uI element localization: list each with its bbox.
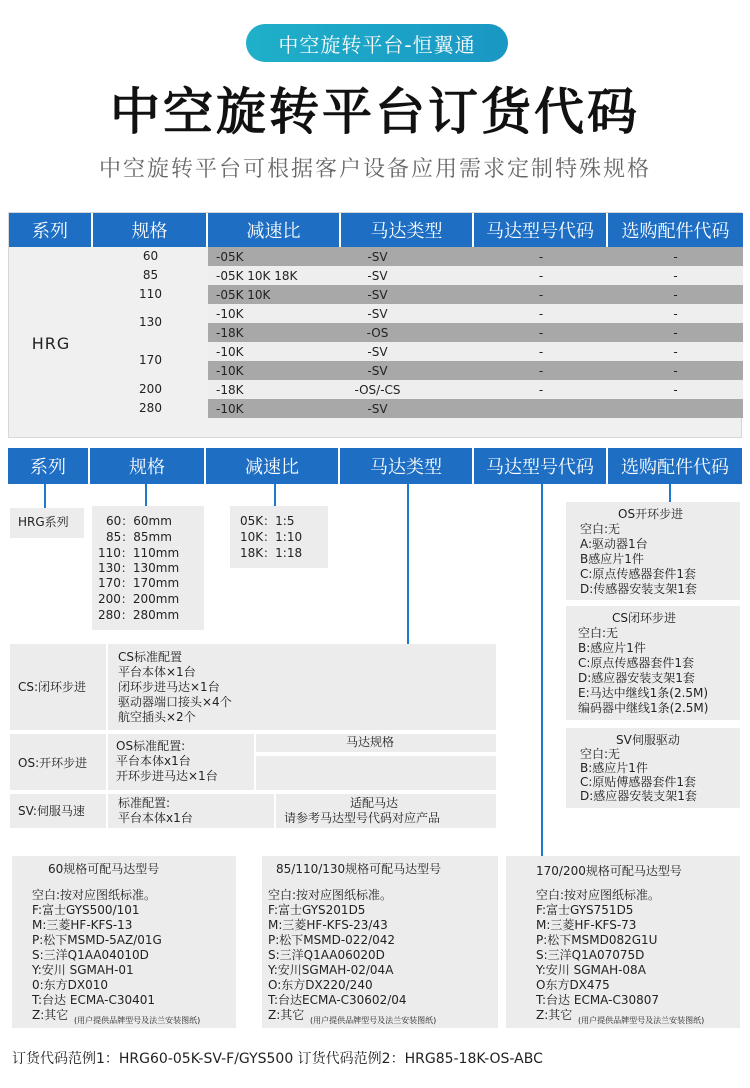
accessory-item: 空白:无 bbox=[580, 522, 621, 536]
accessory-item: C:原点传感器套件1套 bbox=[580, 567, 697, 581]
ratio-cell: -10K bbox=[216, 344, 244, 359]
motor-model: S:三洋Q1AA04010D bbox=[32, 948, 149, 962]
motor-type-cell: -SV bbox=[367, 268, 388, 283]
motor-type-cell: -SV bbox=[367, 287, 388, 302]
config-item: 驱动器端口接头×4个 bbox=[118, 695, 232, 709]
motor-model: F:富士GYS500/101 bbox=[32, 903, 140, 917]
spec-column bbox=[93, 247, 208, 439]
th-accessory-code: 选购配件代码 bbox=[621, 221, 730, 242]
motor-model: O:东方DX220/240 bbox=[268, 978, 373, 992]
table-row bbox=[208, 323, 743, 342]
motor-type-cell: -SV bbox=[367, 363, 388, 378]
spec-cell: 170 bbox=[139, 353, 162, 367]
connector-line bbox=[44, 484, 46, 508]
config-item: OS标准配置: bbox=[116, 739, 186, 753]
spec-legend-item: 200：200mm bbox=[98, 592, 180, 606]
ratio-cell: -18K bbox=[216, 325, 244, 340]
legend-header bbox=[8, 448, 742, 484]
accessory-item: C:原点传感器套件1套 bbox=[578, 656, 695, 670]
motor-note: (用户提供品牌型号及法兰安装图纸) bbox=[310, 1016, 437, 1025]
sv-accessory-box bbox=[566, 728, 740, 808]
legend-th-motor-type: 马达类型 bbox=[340, 448, 472, 484]
motor-model: T:台达 ECMA-C30807 bbox=[536, 993, 660, 1007]
config-item: CS标准配置 bbox=[118, 650, 182, 664]
motor-box-170-200 bbox=[506, 856, 740, 1028]
connector-line bbox=[274, 484, 276, 506]
th-motor-type: 马达类型 bbox=[341, 213, 474, 247]
th-series: 系列 bbox=[9, 213, 93, 247]
motor-note: (用户提供品牌型号及法兰安装图纸) bbox=[578, 1016, 705, 1025]
motor-type-cell: -SV bbox=[367, 249, 388, 264]
table-row bbox=[208, 399, 743, 418]
th-spec: 规格 bbox=[93, 213, 208, 247]
motor-model: M:三菱HF-KFS-23/43 bbox=[268, 918, 388, 932]
os-type-label-box bbox=[10, 734, 106, 790]
sv-motor-title: 适配马达 bbox=[350, 796, 399, 810]
spec-cell: 60 bbox=[142, 249, 159, 263]
motor-model: S:三洋Q1AA06020D bbox=[268, 948, 385, 962]
page-subtitle: 中空旋转平台可根据客户设备应用需求定制特殊规格 bbox=[98, 157, 651, 182]
motor-model: Z:其它 bbox=[268, 1008, 305, 1022]
config-item: 平台本体×1台 bbox=[118, 665, 196, 679]
accessory-cell: - bbox=[673, 306, 678, 321]
th-motor-code: 马达型号代码 bbox=[474, 213, 608, 247]
motor-model: F:富士GYS751D5 bbox=[536, 903, 634, 917]
sv-motor-note: 请参考马达型号代码对应产品 bbox=[284, 811, 441, 825]
motor-box-60 bbox=[12, 856, 236, 1028]
spec-legend-box bbox=[92, 506, 204, 630]
legend-th-accessory: 选购配件代码 bbox=[608, 448, 742, 484]
accessory-item: A:驱动器1台 bbox=[580, 537, 648, 551]
motor-code-cell: - bbox=[538, 268, 544, 283]
config-item: 平台本体x1台 bbox=[118, 811, 193, 825]
spec-cell: 130 bbox=[139, 315, 162, 329]
accessory-title: OS开环步进 bbox=[618, 507, 684, 521]
accessory-item: B:感应片1件 bbox=[578, 641, 646, 655]
accessory-item: C:原贴傅感器套件1套 bbox=[580, 775, 697, 789]
connector-line bbox=[145, 484, 147, 506]
cs-accessory-box bbox=[566, 606, 740, 720]
motor-model: P:松下MSMD082G1U bbox=[536, 933, 658, 947]
os-accessory-box bbox=[566, 502, 740, 600]
ratio-cell: -05K bbox=[216, 249, 244, 264]
motor-model: T:台达ECMA-C30602/04 bbox=[268, 993, 407, 1007]
motor-model: 空白:按对应图纸标准。 bbox=[268, 888, 393, 902]
os-type-label: OS:开环步进 bbox=[18, 756, 88, 770]
accessory-cell: - bbox=[673, 325, 678, 340]
ratio-cell: -10K bbox=[216, 363, 244, 378]
accessory-item: 空白:无 bbox=[578, 626, 619, 640]
motor-code-cell: - bbox=[538, 249, 544, 264]
table-row bbox=[208, 361, 743, 380]
spec-legend-item: 170：170mm bbox=[98, 576, 180, 590]
motor-model: 0:东方DX010 bbox=[32, 978, 109, 992]
brand-pill: 中空旋转平台-恒翼通 bbox=[246, 24, 508, 62]
motor-code-cell: - bbox=[538, 287, 544, 302]
sv-type-label: SV:伺服马速 bbox=[18, 804, 85, 818]
ratio-cell: -05K 10K 18K bbox=[216, 268, 298, 283]
motor-spec-box bbox=[256, 734, 496, 752]
accessory-cell: - bbox=[673, 287, 678, 302]
series-legend-box bbox=[10, 508, 84, 538]
motor-box-title: 170/200规格可配马达型号 bbox=[536, 864, 682, 878]
connector-line bbox=[669, 484, 671, 502]
ratio-legend-item: 05K：1:5 bbox=[240, 514, 295, 528]
accessory-item: B:感应片1件 bbox=[580, 761, 648, 775]
accessory-item: 编码器中继线1条(2.5M) bbox=[578, 701, 709, 715]
config-item: 开环步进马达×1台 bbox=[116, 769, 218, 783]
motor-model: 空白:按对应图纸标准。 bbox=[32, 888, 157, 902]
spec-legend-item: 85：85mm bbox=[106, 530, 172, 544]
motor-type-cell: -OS bbox=[366, 325, 389, 340]
order-code-examples: 订货代码范例1：HRG60-05K-SV-F/GYS500 订货代码范例2：HRG85-18K-OS-ABC bbox=[12, 1051, 543, 1067]
motor-code-cell: - bbox=[538, 306, 544, 321]
motor-model: F:富士GYS201D5 bbox=[268, 903, 366, 917]
motor-spec-label: 马达规格 bbox=[346, 735, 395, 749]
spec-legend-item: 280：280mm bbox=[98, 608, 180, 622]
motor-model: M:三菱HF-KFS-73 bbox=[536, 918, 637, 932]
os-motor-spec-box bbox=[256, 756, 496, 790]
accessory-title: SV伺服驱动 bbox=[616, 733, 680, 747]
accessory-item: E:马达中继线1条(2.5M) bbox=[578, 686, 709, 700]
accessory-cell: - bbox=[673, 344, 678, 359]
ratio-cell: -18K bbox=[216, 382, 244, 397]
accessory-cell: - bbox=[673, 249, 678, 264]
series-legend-text: HRG系列 bbox=[18, 515, 69, 529]
config-item: 闭环步进马达×1台 bbox=[118, 680, 220, 694]
motor-model: S:三洋Q1A07075D bbox=[536, 948, 645, 962]
legend-th-series: 系列 bbox=[8, 448, 88, 484]
table-header bbox=[9, 213, 743, 247]
legend-th-ratio: 减速比 bbox=[206, 448, 338, 484]
motor-model: 空白:按对应图纸标准。 bbox=[536, 888, 661, 902]
cs-config-box bbox=[108, 644, 496, 730]
accessory-item: D:传感器安装支架1套 bbox=[580, 582, 697, 596]
motor-code-cell: - bbox=[538, 344, 544, 359]
accessory-item: D:感应器安装支架1套 bbox=[578, 671, 695, 685]
motor-model: M:三菱HF-KFS-13 bbox=[32, 918, 133, 932]
spec-cell: 110 bbox=[139, 287, 162, 301]
accessory-item: D:感应器安装支架1套 bbox=[580, 789, 697, 803]
series-cell: HRG bbox=[31, 333, 71, 353]
motor-model: Y:安川SGMAH-02/04A bbox=[268, 963, 394, 977]
motor-model: Y:安川 SGMAH-08A bbox=[536, 963, 646, 977]
spec-legend-item: 60：60mm bbox=[106, 514, 172, 528]
connector-line bbox=[541, 484, 543, 856]
connector-line bbox=[407, 484, 409, 644]
legend-th-motor-code: 马达型号代码 bbox=[474, 448, 606, 484]
cs-type-label-box bbox=[10, 644, 106, 730]
accessory-cell bbox=[608, 399, 743, 418]
table-row bbox=[208, 304, 743, 323]
motor-model: P:松下MSMD-022/042 bbox=[268, 933, 396, 947]
accessory-item: 空白:无 bbox=[580, 747, 621, 761]
spec-legend-item: 110：110mm bbox=[98, 546, 180, 560]
motor-model: T:台达 ECMA-C30401 bbox=[32, 993, 156, 1007]
ratio-legend-item: 10K：1:10 bbox=[240, 530, 303, 544]
th-ratio: 减速比 bbox=[208, 213, 341, 247]
motor-code-cell: - bbox=[538, 325, 544, 340]
table-row bbox=[208, 247, 743, 266]
accessory-item: B感应片1件 bbox=[580, 552, 644, 566]
ratio-cell: -10K bbox=[216, 306, 244, 321]
motor-model: Z:其它 bbox=[32, 1008, 69, 1022]
page-title: 中空旋转平台订货代码 bbox=[110, 83, 640, 141]
motor-type-cell: -SV bbox=[367, 306, 388, 321]
motor-model: P:松下MSMD-5AZ/01G bbox=[32, 933, 162, 947]
config-item: 标准配置: bbox=[118, 796, 171, 810]
motor-type-cell: -SV bbox=[367, 401, 388, 416]
motor-type-cell: -SV bbox=[367, 344, 388, 359]
motor-code-cell: - bbox=[538, 363, 544, 378]
accessory-cell: - bbox=[673, 268, 678, 283]
motor-model: Y:安川 SGMAH-01 bbox=[32, 963, 134, 977]
config-item: 平台本体x1台 bbox=[116, 754, 191, 768]
order-code-table bbox=[8, 212, 742, 438]
spec-legend-item: 130：130mm bbox=[98, 561, 180, 575]
accessory-cell: - bbox=[673, 363, 678, 378]
motor-box-title: 85/110/130规格可配马达型号 bbox=[276, 862, 442, 876]
motor-code-cell: - bbox=[538, 382, 544, 397]
cs-type-label: CS:闭环步进 bbox=[18, 680, 87, 694]
config-item: 航空插头×2个 bbox=[118, 710, 196, 724]
motor-model: Z:其它 bbox=[536, 1008, 573, 1022]
spec-cell: 280 bbox=[139, 401, 162, 415]
sv-motor-box bbox=[276, 794, 496, 828]
motor-box-85-130 bbox=[262, 856, 498, 1028]
motor-type-cell: -OS/-CS bbox=[354, 382, 401, 397]
ratio-cell: -05K 10K bbox=[216, 287, 271, 302]
table-row bbox=[208, 285, 743, 304]
ratio-cell: -10K bbox=[216, 401, 244, 416]
sv-config-box bbox=[108, 794, 274, 828]
table-row bbox=[208, 342, 743, 361]
ratio-legend-box bbox=[230, 506, 328, 568]
motor-model: O东方DX475 bbox=[536, 978, 610, 992]
table-row bbox=[208, 380, 743, 399]
motor-code-cell bbox=[474, 399, 608, 418]
motor-note: (用户提供品牌型号及法兰安装图纸) bbox=[74, 1016, 201, 1025]
spec-cell: 200 bbox=[139, 382, 162, 396]
legend-th-spec: 规格 bbox=[90, 448, 204, 484]
sv-type-label-box bbox=[10, 794, 106, 828]
os-config-box bbox=[108, 734, 254, 790]
spec-cell: 85 bbox=[142, 268, 159, 282]
ratio-legend-item: 18K：1:18 bbox=[240, 546, 303, 560]
table-row bbox=[208, 266, 743, 285]
accessory-title: CS闭环步进 bbox=[612, 611, 676, 625]
accessory-cell: - bbox=[673, 382, 678, 397]
motor-box-title: 60规格可配马达型号 bbox=[48, 862, 160, 876]
